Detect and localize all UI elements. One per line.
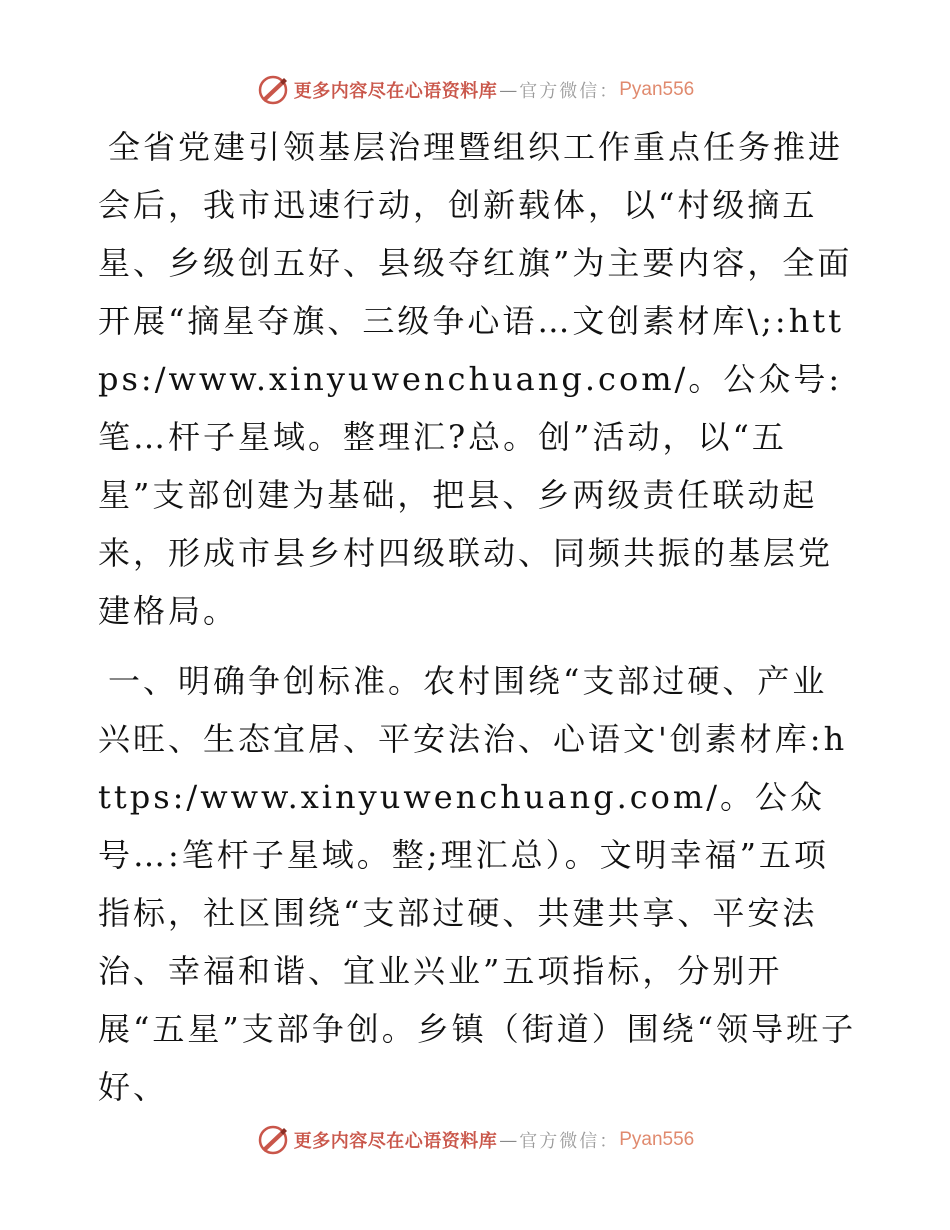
document-body <box>98 118 858 1116</box>
footer-site-name: 更多内容尽在心语资料库 <box>293 1131 498 1152</box>
pen-logo-icon <box>256 73 290 107</box>
pen-logo-icon <box>256 1123 290 1157</box>
header-site-name: 更多内容尽在心语资料库 <box>293 81 498 102</box>
footer-dash: — <box>499 1129 518 1151</box>
header-banner <box>0 70 950 110</box>
header-wechat-label: 官方微信： <box>519 81 620 102</box>
header-dash: — <box>499 79 518 101</box>
footer-wechat-label: 官方微信： <box>519 1131 620 1152</box>
footer-wechat-id: Pyan556 <box>619 1129 695 1150</box>
paragraph-section-1: 一、明确争创标准。农村围绕“支部过硬、产业兴旺、生态宜居、平安法治、心语文'创素材库:https:/www.xinyuwenchuang.com/。公众号…:笔杆子星域。整;理汇总）。文明幸福”五项指标，社区围绕“支部过硬、共建共享、平安法治、幸福和谐、宜业兴业”五项指标，分别开展“五星”支部争创。乡镇（街道）围绕“领导班子好、 <box>98 662 857 1106</box>
header-wechat-id: Pyan556 <box>619 79 695 100</box>
paragraph-intro: 全省党建引领基层治理暨组织工作重点任务推进会后，我市迅速行动，创新载体，以“村级摘五星、乡级创五好、县级夺红旗”为主要内容，全面开展“摘星夺旗、三级争心语…文创素材库\;:https:/www.xinyuwenchuang.com/。公众号:笔…杆子星域。整理汇?总。创”活动，以“五星”支部创建为基础，把县、乡两级责任联动起来，形成市县乡村四级联动、同频共振的基层党建格局。 <box>98 128 853 630</box>
footer-banner <box>0 1120 950 1160</box>
